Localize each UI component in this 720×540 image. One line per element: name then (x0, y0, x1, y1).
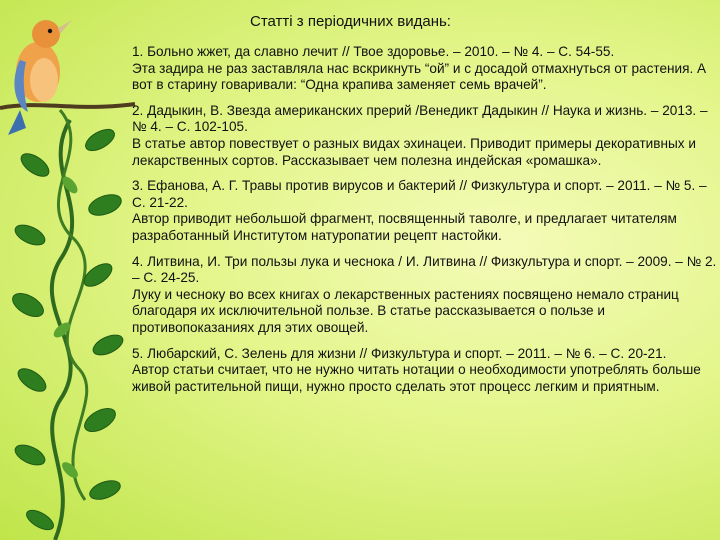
leaf (14, 364, 49, 395)
bird (8, 20, 72, 135)
entry-annotation: Автор статьи считает, что не нужно читать нотации о необходимости употреблять больше живой растительной пищи, нужно просто сделать этот процесс легким и приятным. (132, 362, 701, 394)
leaf (59, 459, 80, 480)
list-item (132, 254, 717, 337)
list-item (132, 44, 717, 94)
entry-annotation: Луку и чесноку во всех книгах о лекарственных растениях посвящено немало страниц благодаря их исключительной пользе. В статье рассказывается о пользе и противопоказаниях для этих овощей. (132, 286, 679, 335)
bibliography-list (132, 44, 717, 404)
leaf (17, 149, 52, 180)
leaf (9, 289, 47, 322)
entry-annotation: В статье автор повествует о разных видах эхинацеи. Приводит примеры декоративных и лекарственных сортов. Рассказывает чем полезна индейская «ромашка». (132, 135, 696, 168)
list-item (132, 178, 717, 244)
leaf (12, 441, 48, 469)
entry-citation: 1. Больно жжет, да славно лечит // Твое здоровье. – 2010. – № 4. – С. 54-55. (132, 44, 615, 59)
leaf (82, 125, 118, 155)
entry-citation: 3. Ефанова, А. Г. Травы против вирусов и бактерий // Физкультура и спорт. – 2011. – № 5. – С. 21-22. (132, 178, 707, 210)
entry-citation: 5. Любарский, С. Зелень для жизни // Физкультура и спорт. – 2011. – № 6. – С. 20-21. (132, 345, 667, 361)
entry-citation: 4. Литвина, И. Три пользы лука и чеснока / И. Литвина // Физкультура и спорт. – 2009. – № 2. – С. 24-25. (132, 253, 717, 286)
leaf (81, 404, 119, 437)
entry-annotation: Эта задира не раз заставляла нас вскрикнуть “ой” и с досадой отмахнуться от растения. А вот в старину говаривали: “Одна крапива заменяет семь врачей”. (132, 60, 707, 93)
leaf (87, 477, 123, 503)
entry-annotation: Автор приводит небольшой фрагмент, посвященный таволге, и предлагает читателям разработанный Институтом натуропатии рецепт настойки. (132, 211, 677, 243)
list-item (132, 103, 717, 169)
leaf (12, 221, 48, 249)
leaf (90, 331, 126, 359)
bird-and-vine-illustration (0, 0, 140, 540)
page-title: Статті з періодичних видань: (250, 13, 451, 30)
leaf (86, 191, 124, 220)
leaf (24, 506, 57, 533)
list-item (132, 346, 717, 396)
entry-citation: 2. Дадыкин, В. Звезда американских прерий /Венедикт Дадыкин // Наука и жизнь. – 2013. – № 4. – С. 102-105. (132, 102, 708, 135)
